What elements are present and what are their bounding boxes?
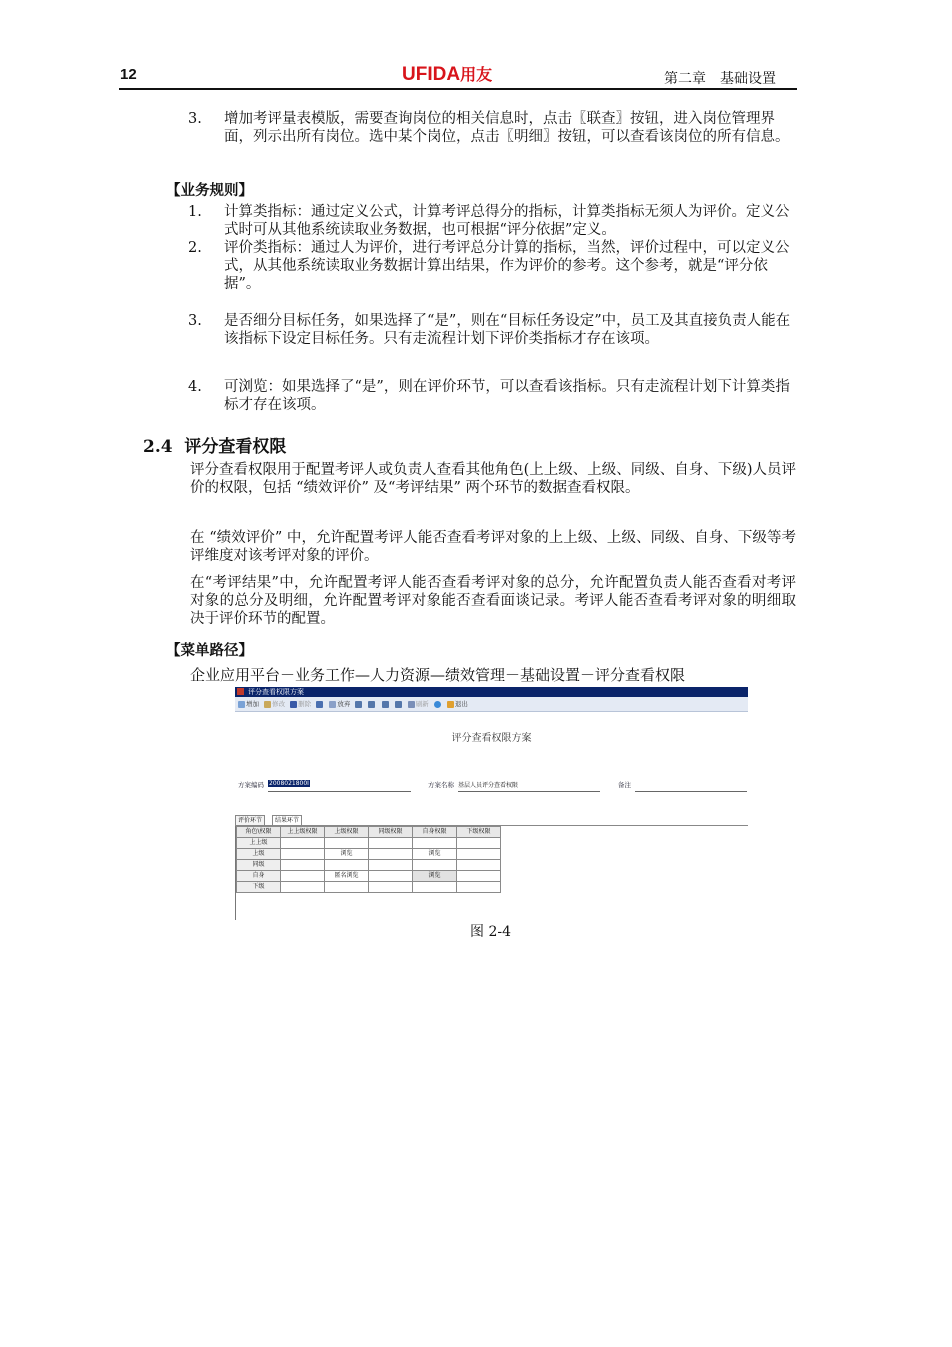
code-underline — [268, 791, 411, 792]
name-label: 方案名称 — [428, 781, 454, 789]
table-row — [237, 882, 501, 893]
table-cell[interactable] — [369, 849, 413, 860]
window-title-bar — [235, 687, 748, 697]
last-record-button[interactable] — [395, 697, 403, 711]
section-paragraph: 评分查看权限用于配置考评人或负责人查看其他角色(上上级、上级、同级、自身、下级)人员评价的权限，包括 “绩效评价” 及“考评结果” 两个环节的数据查看权限。 — [190, 462, 796, 496]
table-cell[interactable] — [413, 860, 457, 871]
tab-result[interactable]: 结果环节 — [272, 815, 302, 825]
app-icon — [237, 688, 244, 695]
refresh-icon — [408, 701, 415, 708]
table-cell[interactable] — [413, 838, 457, 849]
list-text: 增加考评量表模版，需要查询岗位的相关信息时，点击〖联查〗按钮，进入岗位管理界面，列示出所有岗位。选中某个岗位，点击〖明细〗按钮，可以查看该岗位的所有信息。 — [224, 111, 790, 145]
logo-cn: 用友 — [460, 65, 493, 84]
exit-button[interactable]: 退出 — [447, 697, 468, 711]
rules-item-4 — [188, 378, 796, 414]
remark-input[interactable] — [635, 780, 747, 791]
rules-heading: 【业务规则】 — [166, 182, 253, 199]
section-paragraph: 在“考评结果”中，允许配置考评人能否查看考评对象的总分，允许配置负责人能否查看对考评对象的总分及明细，允许配置考评对象能否查看面谈记录。考评人能否查看考评对象的明细取决于评价环节的配置。 — [190, 575, 796, 627]
embedded-screenshot — [235, 687, 748, 920]
table-cell[interactable] — [457, 849, 501, 860]
form-heading: 评分查看权限方案 — [451, 733, 532, 744]
add-button[interactable]: 增加 — [238, 697, 259, 711]
list-text: 评价类指标：通过人为评价，进行考评总分计算的指标，当然，评价过程中，可以定义公式，从其他系统读取业务数据计算出结果，作为评价的参考。这个参考，就是“评分依据”。 — [224, 240, 790, 292]
table-row — [237, 871, 501, 882]
column-header: 上级权限 — [325, 827, 369, 838]
table-cell[interactable] — [457, 838, 501, 849]
list-text: 计算类指标：通过定义公式，计算考评总得分的指标，计算类指标无须人为评价。定义公式时可从其他系统读取业务数据，也可根据“评分依据”定义。 — [224, 204, 790, 238]
table-cell[interactable]: 浏览 — [413, 871, 457, 882]
save-button[interactable] — [316, 697, 324, 711]
add-icon — [238, 701, 245, 708]
list-number: 4. — [188, 379, 202, 395]
remark-label: 备注 — [618, 781, 631, 789]
header-rule — [119, 88, 797, 90]
rules-item-1 — [188, 203, 796, 239]
prev-icon — [368, 701, 375, 708]
section-heading — [143, 432, 286, 457]
last-icon — [395, 701, 402, 708]
first-icon — [355, 701, 362, 708]
chapter-title: 第二章 基础设置 — [664, 71, 776, 87]
table-cell[interactable]: 匿名浏览 — [325, 871, 369, 882]
rules-item-3 — [188, 312, 796, 348]
first-record-button[interactable] — [355, 697, 363, 711]
table-header-row — [237, 827, 501, 838]
cancel-icon — [329, 701, 336, 708]
table-row — [237, 860, 501, 871]
section-title: 评分查看权限 — [184, 437, 287, 457]
permission-table — [236, 826, 501, 893]
table-cell[interactable] — [281, 871, 325, 882]
edit-icon — [264, 701, 271, 708]
menu-path: 企业应用平台－业务工作—人力资源—绩效管理－基础设置－评分查看权限 — [190, 666, 686, 684]
window-title: 评分查看权限方案 — [248, 688, 304, 696]
row-header: 自身 — [237, 871, 281, 882]
delete-button[interactable]: 删除 — [290, 697, 311, 711]
ufida-logo — [402, 62, 492, 86]
help-icon — [434, 701, 441, 708]
permission-grid-area — [235, 826, 749, 920]
list-text: 可浏览：如果选择了“是”，则在评价环节，可以查看该指标。只有走流程计划下计算类指标才存在该项。 — [224, 379, 790, 413]
column-header: 自身权限 — [413, 827, 457, 838]
figure-caption: 图 2-4 — [470, 924, 511, 940]
column-header: 下级权限 — [457, 827, 501, 838]
table-cell[interactable] — [281, 882, 325, 893]
section-number: 2.4 — [143, 437, 173, 457]
code-label: 方案编码 — [238, 781, 264, 789]
name-input[interactable]: 基层人员评分查看权限 — [458, 782, 519, 789]
edit-button[interactable]: 修改 — [264, 697, 285, 711]
table-cell[interactable] — [369, 871, 413, 882]
delete-icon — [290, 701, 297, 708]
list-number: 3. — [188, 313, 202, 329]
help-button[interactable] — [434, 697, 442, 711]
section-paragraph: 在 “绩效评价” 中，允许配置考评人能否查看考评对象的上上级、上级、同级、自身、下级等考评维度对该考评对象的评价。 — [190, 530, 796, 564]
row-header: 上上级 — [237, 838, 281, 849]
table-cell[interactable] — [457, 882, 501, 893]
name-underline — [458, 791, 600, 792]
code-input[interactable] — [268, 780, 310, 787]
list-text: 是否细分目标任务，如果选择了“是”，则在“目标任务设定”中，员工及其直接负责人能在该指标下设定目标任务。只有走流程计划下评价类指标才存在该项。 — [224, 313, 791, 347]
save-icon — [316, 701, 323, 708]
table-cell[interactable] — [281, 849, 325, 860]
table-row — [237, 849, 501, 860]
table-cell[interactable] — [281, 860, 325, 871]
table-cell[interactable] — [457, 871, 501, 882]
cancel-button[interactable]: 放弃 — [329, 697, 350, 711]
row-header: 下级 — [237, 882, 281, 893]
refresh-button[interactable]: 刷新 — [408, 697, 429, 711]
next-icon — [382, 701, 389, 708]
table-cell[interactable]: 浏览 — [413, 849, 457, 860]
page-number: 12 — [120, 66, 137, 83]
table-cell[interactable] — [457, 860, 501, 871]
tab-evaluation[interactable]: 评价环节 — [235, 815, 265, 825]
row-header: 上级 — [237, 849, 281, 860]
logo-latin: UFIDA — [402, 64, 461, 85]
column-header: 上上级权限 — [281, 827, 325, 838]
list-number: 2. — [188, 240, 202, 256]
column-header: 同级权限 — [369, 827, 413, 838]
table-row — [237, 838, 501, 849]
list-number: 3. — [188, 111, 202, 127]
column-header: 角色\权限 — [237, 827, 281, 838]
row-header: 同级 — [237, 860, 281, 871]
tab-strip — [235, 815, 748, 826]
table-cell[interactable] — [281, 838, 325, 849]
table-cell[interactable] — [413, 882, 457, 893]
prev-record-button[interactable] — [368, 697, 376, 711]
toolbar — [235, 697, 748, 712]
rules-item-2 — [188, 239, 796, 293]
table-cell[interactable] — [369, 882, 413, 893]
exit-icon — [447, 701, 454, 708]
intro-list-item — [188, 110, 796, 146]
table-cell[interactable]: 浏览 — [325, 849, 369, 860]
code-value: 2008021800I — [269, 780, 309, 787]
remark-underline — [635, 791, 747, 792]
table-cell[interactable] — [325, 838, 369, 849]
table-cell[interactable] — [325, 882, 369, 893]
table-cell[interactable] — [325, 860, 369, 871]
table-cell[interactable] — [369, 860, 413, 871]
list-number: 1. — [188, 204, 202, 220]
menu-path-heading: 【菜单路径】 — [166, 642, 253, 659]
next-record-button[interactable] — [382, 697, 390, 711]
table-cell[interactable] — [369, 838, 413, 849]
